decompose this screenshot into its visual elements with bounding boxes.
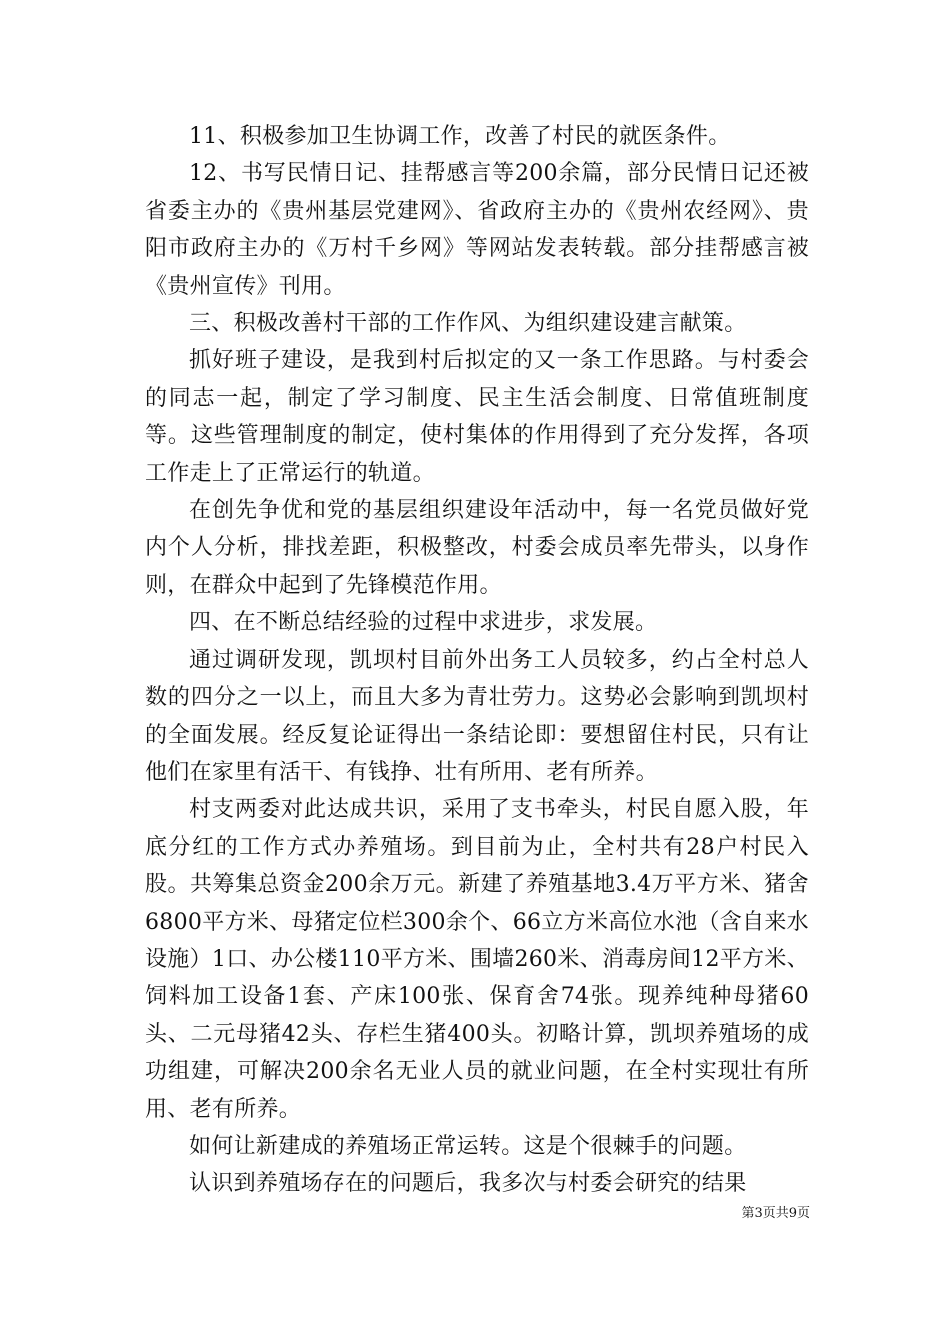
paragraph-item-11: 11、积极参加卫生协调工作，改善了村民的就医条件。: [189, 124, 731, 149]
paragraph-party-activity: 在创先争优和党的基层组织建设年活动中，每一名党员做好党内个人分析，排找差距，积极整改，村委会成员率先带头，以身作则，在群众中起到了先锋模范作用。: [145, 498, 809, 598]
paragraph-item-12: 12、书写民情日记、挂帮感言等200余篇，部分民情日记还被省委主办的《贵州基层党建网》、省政府主办的《贵州农经网》、贵阳市政府主办的《万村千乡网》等网站发表转载。部分挂帮感言被《贵州宣传》刊用。: [145, 161, 809, 299]
body-text: [145, 118, 809, 1203]
section-heading-3: 三、积极改善村干部的工作作风、为组织建设建言献策。: [189, 311, 747, 337]
page-number: 第3页共9页: [741, 1206, 810, 1221]
paragraph-farm: 村支两委对此达成共识，采用了支书牵头，村民自愿入股，年底分红的工作方式办养殖场。到目前为止，全村共有28户村民入股。共筹集总资金200余万元。新建了养殖基地3.4万平方米、猪舍6800平方米、母猪定位栏300余个、66立方米高位水池（含自来水设施）1口、办公楼110平方米、围墙260米、消毒房间12平方米、饲料加工设备1套、产床100张、保育舍74张。现养纯种母猪60头、二元母猪42头、存栏生猪400头。初略计算，凯坝养殖场的成功组建，可解决200余名无业人员的就业问题，在全村实现壮有所用、老有所养。: [145, 797, 809, 1122]
paragraph-farm-problem: 认识到养殖场存在的问题后，我多次与村委会研究的结果: [189, 1171, 747, 1197]
paragraph-farm-question: 如何让新建成的养殖场正常运转。这是个很棘手的问题。: [189, 1133, 747, 1159]
paragraph-team-building: 抓好班子建设，是我到村后拟定的又一条工作思路。与村委会的同志一起，制定了学习制度、民主生活会制度、日常值班制度等。这些管理制度的制定，使村集体的作用得到了充分发挥，各项工作走上了正常运行的轨道。: [145, 348, 809, 486]
paragraph-survey: 通过调研发现，凯坝村目前外出务工人员较多，约占全村总人数的四分之一以上，而且大多为青壮劳力。这势必会影响到凯坝村的全面发展。经反复论证得出一条结论即：要想留住村民，只有让他们在家里有活干、有钱挣、壮有所用、老有所养。: [145, 647, 809, 785]
section-heading-4: 四、在不断总结经验的过程中求进步，求发展。: [189, 610, 658, 636]
